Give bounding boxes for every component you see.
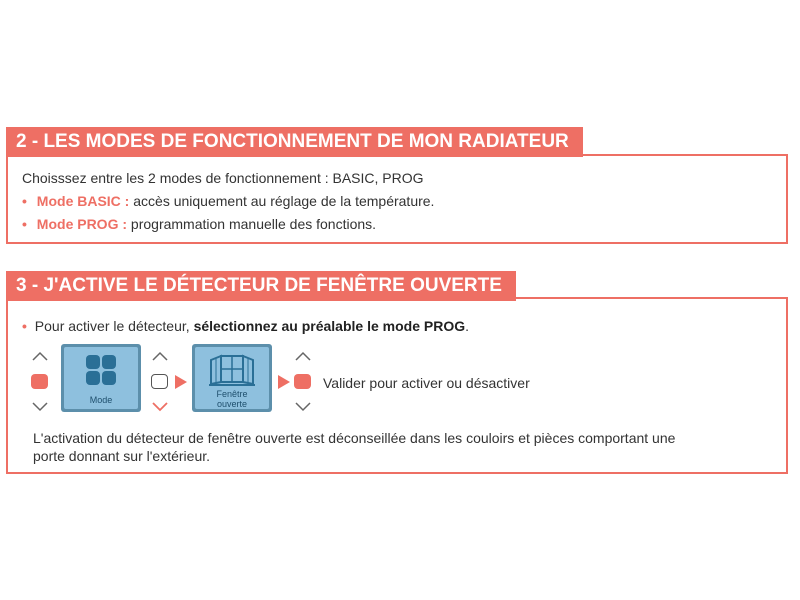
chevron-up-icon[interactable] [151, 350, 169, 362]
play-arrow-icon [174, 374, 188, 390]
warning-note-line1: L'activation du détecteur de fenêtre ouverte est déconseillée dans les couloirs et pièces comportant une [33, 430, 676, 446]
modes-intro: Choisssez entre les 2 modes de fonctionnement : BASIC, PROG [22, 170, 424, 186]
activation-instruction [22, 318, 469, 334]
bullet: • [22, 216, 27, 232]
instruction-prefix: Pour activer le détecteur, [34, 318, 194, 334]
mode-basic-item [22, 193, 434, 209]
mode-prog-item [22, 216, 376, 232]
window-screen-label-line2: ouverte [216, 399, 248, 409]
mode-button-outline[interactable] [151, 374, 168, 389]
mode-prog-name: Mode PROG : [36, 216, 128, 232]
validate-text: Valider pour activer ou désactiver [323, 375, 530, 391]
mode-screen-label: Mode [89, 395, 113, 405]
instruction-bold: sélectionnez au préalable le mode PROG [193, 318, 466, 334]
mode-screen [61, 344, 141, 412]
warning-note-line2: porte donnant sur l'extérieur. [33, 448, 211, 464]
mode-button[interactable] [31, 374, 48, 389]
chevron-down-icon[interactable] [31, 400, 49, 412]
instruction-suffix: . [465, 318, 469, 334]
bullet: • [22, 318, 27, 334]
chevron-up-icon[interactable] [294, 350, 312, 362]
section-modes-title: 2 - LES MODES DE FONCTIONNEMENT DE MON RADIATEUR [6, 127, 583, 157]
chevron-up-icon[interactable] [31, 350, 49, 362]
chevron-down-icon[interactable] [294, 400, 312, 412]
open-window-icon [209, 352, 255, 386]
window-screen-label-line1: Fenêtre [216, 389, 248, 399]
validate-button[interactable] [294, 374, 311, 389]
mode-basic-description: accès uniquement au réglage de la température. [129, 193, 435, 209]
mode-screen-display [64, 347, 138, 409]
window-screen-display [195, 347, 269, 409]
mode-grid-icon [85, 354, 117, 386]
mode-basic-name: Mode BASIC : [36, 193, 130, 209]
bullet: • [22, 193, 27, 209]
section-window-title: 3 - J'ACTIVE LE DÉTECTEUR DE FENÊTRE OUVERTE [6, 271, 516, 301]
chevron-down-icon[interactable] [151, 400, 169, 412]
window-screen [192, 344, 272, 412]
mode-prog-description: programmation manuelle des fonctions. [127, 216, 377, 232]
play-arrow-icon [277, 374, 291, 390]
